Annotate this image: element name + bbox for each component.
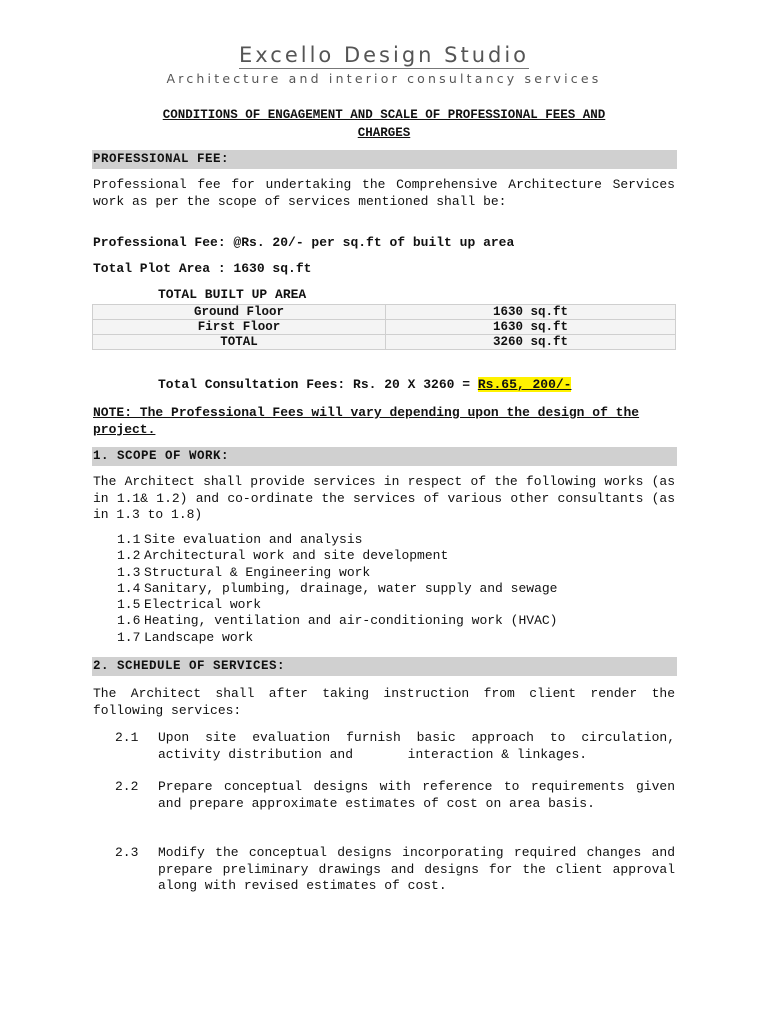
scope-heading: 1. SCOPE OF WORK: bbox=[92, 447, 677, 466]
table-row bbox=[93, 305, 676, 320]
table-row bbox=[93, 320, 676, 335]
scope-intro: The Architect shall provide services in respect of the following works (as in 1.1& 1.2) and co-ordinate the services of various other consultants (as in 1.3 to 1.8) bbox=[93, 474, 675, 522]
document-title-line-1: CONDITIONS OF ENGAGEMENT AND SCALE OF PROFESSIONAL FEES AND bbox=[162, 108, 606, 122]
list-item: 1.2 Architectural work and site development bbox=[117, 548, 449, 564]
professional-fee-heading: PROFESSIONAL FEE: bbox=[92, 150, 677, 169]
list-item: 1.7 Landscape work bbox=[117, 629, 254, 645]
table-cell-value: 1630 sq.ft bbox=[386, 320, 676, 335]
table-cell-label: First Floor bbox=[93, 320, 386, 335]
schedule-intro: The Architect shall after taking instruction from client render the following services: bbox=[93, 686, 675, 718]
total-fees-prefix: Total Consultation Fees: Rs. 20 X 3260 = bbox=[158, 377, 478, 392]
scope-list bbox=[117, 532, 677, 646]
table-cell-value: 3260 sq.ft bbox=[386, 335, 676, 350]
built-up-area-caption: TOTAL BUILT UP AREA bbox=[158, 287, 307, 302]
professional-fee-intro: Professional fee for undertaking the Comprehensive Architecture Services work as per the scope of services mentioned shall be: bbox=[93, 177, 675, 209]
list-item: 1.1 Site evaluation and analysis bbox=[117, 532, 363, 547]
list-item: 1.5 Electrical work bbox=[117, 597, 262, 613]
plot-area-line: Total Plot Area : 1630 sq.ft bbox=[93, 261, 312, 276]
list-item: 1.6 Heating, ventilation and air-conditioning work (HVAC) bbox=[117, 613, 558, 629]
studio-name: Excello Design Studio bbox=[238, 43, 530, 67]
schedule-heading: 2. SCHEDULE OF SERVICES: bbox=[92, 657, 677, 676]
table-cell-label: TOTAL bbox=[93, 335, 386, 350]
list-item: 2.1 Upon site evaluation furnish basic approach to circulation, activity distribution and interaction & linkages. bbox=[115, 730, 683, 762]
list-item: 1.4 Sanitary, plumbing, drainage, water supply and sewage bbox=[117, 580, 558, 596]
table-cell-value: 1630 sq.ft bbox=[386, 305, 676, 320]
list-item: 1.3 Structural & Engineering work bbox=[117, 564, 371, 580]
document-title-line-2: CHARGES bbox=[357, 126, 411, 140]
table-cell-label: Ground Floor bbox=[93, 305, 386, 320]
table-row bbox=[93, 335, 676, 350]
list-item: 2.2 Prepare conceptual designs with reference to requirements given and prepare approximate estimates of cost on area basis. bbox=[115, 779, 675, 811]
total-fees-amount: Rs.65, 200/- bbox=[477, 377, 572, 392]
fee-note: NOTE: The Professional Fees will vary depending upon the design of the project. bbox=[93, 405, 640, 437]
studio-tagline: Architecture and interior consultancy services bbox=[166, 71, 602, 86]
document-title bbox=[93, 106, 675, 142]
fee-rate-line: Professional Fee: @Rs. 20/- per sq.ft of built up area bbox=[93, 235, 515, 250]
total-fees-line bbox=[158, 377, 678, 394]
built-up-area-table bbox=[92, 304, 676, 350]
list-item: 2.3 Modify the conceptual designs incorporating required changes and prepare preliminary drawings and designs for the client approval along with revised estimates of cost. bbox=[115, 845, 675, 893]
